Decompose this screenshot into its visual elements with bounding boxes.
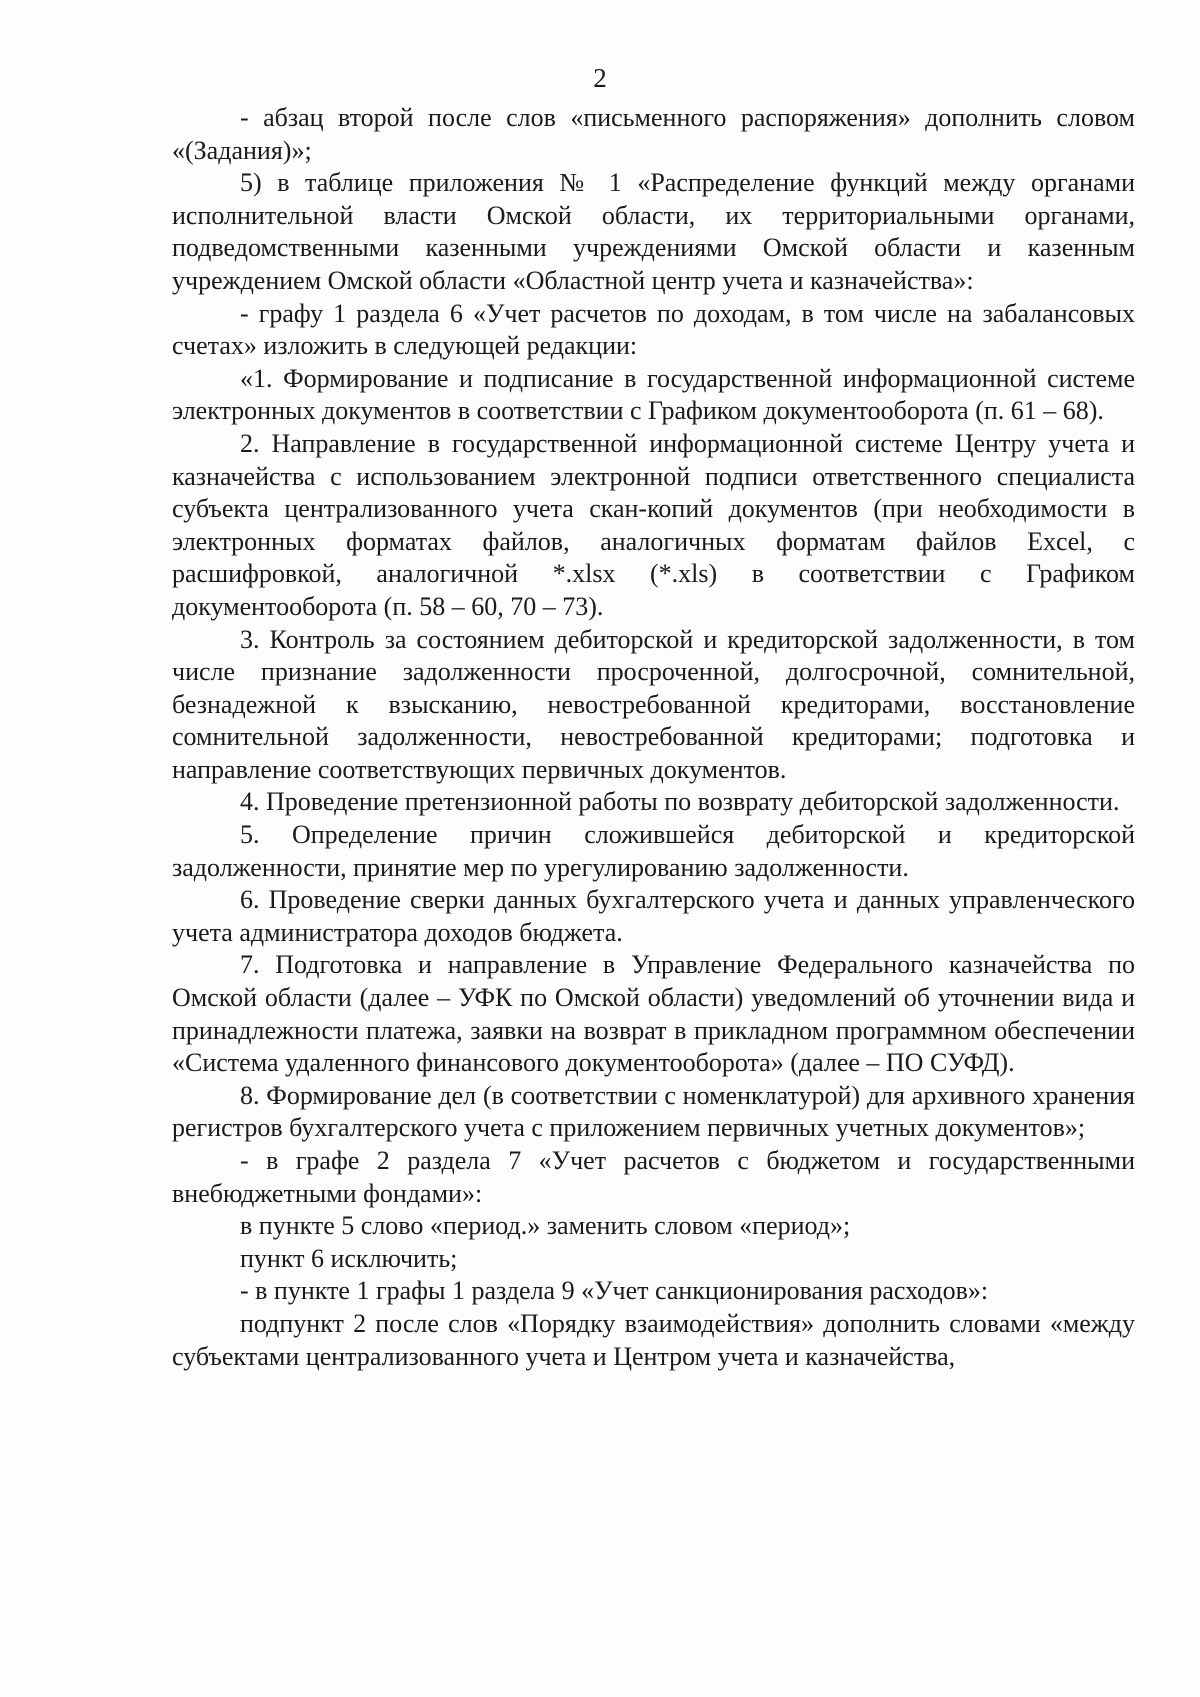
paragraph-function-8: 8. Формирование дел (в соответствии с номенклатурой) для архивного хранения регистров бухгалтерского учета с приложением первичных учетных документов»; — [172, 1080, 1135, 1143]
paragraph-section-9-point-1: - в пункте 1 графы 1 раздела 9 «Учет санкционирования расходов»: — [240, 1276, 989, 1306]
paragraph-function-3: 3. Контроль за состоянием дебиторской и кредиторской задолженности, в том числе признание задолженности просроченной, долгосрочной, сомнительной, безнадежной к взысканию, невостребованной кредиторами, восстановление сомнительной задолженности, невостребованной кредиторами; подготовка и направление соответствующих первичных документов. — [172, 624, 1135, 784]
paragraph-function-5: 5. Определение причин сложившейся дебиторской и кредиторской задолженности, принятие мер по урегулированию задолженности. — [172, 820, 1135, 882]
paragraph-function-2: 2. Направление в государственной информационной системе Центру учета и казначейства с использованием электронной подписи ответственного специалиста субъекта централизованного учета скан-копий документов (при необходимости в электронных форматах файлов, аналогичных форматам файлов Excel, с расшифровкой, аналогичной *.xlsx (*.xls) в соответствии с Графиком документооборота (п. 58 – 60, 70 – 73). — [172, 428, 1135, 621]
document-body — [172, 102, 1135, 1373]
paragraph-subpoint-2-amend: подпункт 2 после слов «Порядку взаимодействия» дополнить словами «между субъектами централизованного учета и Центром учета и казначейства, — [172, 1308, 1135, 1371]
paragraph-item-5-table-appendix: 5) в таблице приложения № 1 «Распределение функций между органами исполнительной власти Омской области, их территориальными органами, подведомственными казенными учреждениями Омской области и казенным учреждением Омской области «Областной центр учета и казначейства»: — [172, 168, 1135, 295]
page-number: 2 — [593, 63, 607, 93]
paragraph-section-6-column-1: - графу 1 раздела 6 «Учет расчетов по доходам, в том числе на забалансовых счетах» изложить в следующей редакции: — [172, 298, 1135, 361]
paragraph-point-5-replace: в пункте 5 слово «период.» заменить словом «период»; — [240, 1211, 851, 1241]
paragraph-function-6: 6. Проведение сверки данных бухгалтерского учета и данных управленческого учета администратора доходов бюджета. — [172, 885, 1135, 947]
paragraph-section-7-column-2: - в графе 2 раздела 7 «Учет расчетов с бюджетом и государственными внебюджетными фондами»: — [172, 1146, 1135, 1208]
paragraph-amend-abzac: - абзац второй после слов «письменного распоряжения» дополнить словом «(Задания)»; — [172, 103, 1135, 165]
paragraph-function-7: 7. Подготовка и направление в Управление Федерального казначейства по Омской области (далее – УФК по Омской области) уведомлений об уточнении вида и принадлежности платежа, заявки на возврат в прикладном программном обеспечении «Система удаленного финансового документооборота» (далее – ПО СУФД). — [172, 950, 1135, 1078]
paragraph-function-1: «1. Формирование и подписание в государственной информационной системе электронных документов в соответствии с Графиком документооборота (п. 61 – 68). — [172, 363, 1135, 426]
paragraph-function-4: 4. Проведение претензионной работы по возврату дебиторской задолженности. — [240, 787, 1120, 817]
paragraph-point-6-exclude: пункт 6 исключить; — [240, 1243, 458, 1273]
